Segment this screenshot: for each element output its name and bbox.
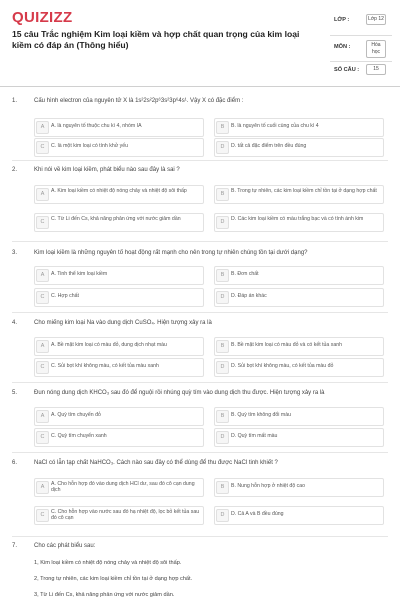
option-letter: C — [36, 361, 49, 374]
option-b[interactable] — [214, 478, 384, 497]
option-b[interactable] — [214, 337, 384, 356]
option-c[interactable] — [34, 138, 204, 157]
option-letter: C — [36, 216, 49, 229]
option-text: C. Cho hỗn hợp vào nước sau đó hạ nhiệt độ, lọc bỏ kết tủa sau đó cô cạn — [51, 509, 200, 522]
grade-label: LỚP : — [334, 17, 350, 23]
option-letter: D — [216, 431, 229, 444]
statement: 3, Từ Li đến Cs, khả năng phản ứng với nước giảm dần. — [34, 592, 175, 598]
option-c[interactable] — [34, 506, 204, 525]
option-text: C. là một kim loại có tính khử yếu — [51, 143, 128, 149]
option-b[interactable] — [214, 407, 384, 426]
option-text: B. Bề mặt kim loại có màu đỏ và có kết tủa xanh — [231, 342, 343, 348]
question-text: Khi nói về kim loại kiềm, phát biểu nào sau đây là sai ? — [34, 167, 180, 173]
option-b[interactable] — [214, 266, 384, 285]
option-letter: C — [36, 509, 49, 522]
option-text: C. Quỳ tím chuyển xanh — [51, 433, 107, 439]
question-divider — [12, 241, 388, 242]
subject-value: Hóa học — [366, 40, 386, 58]
option-a[interactable] — [34, 185, 204, 204]
option-c[interactable] — [34, 428, 204, 447]
option-text: A. Tinh thể kim loại kiềm — [51, 271, 108, 277]
option-c[interactable] — [34, 358, 204, 377]
question-text: NaCl có lẫn tạp chất NaHCO₃. Cách nào sau đây có thể dùng để thu được NaCl tinh khiết ? — [34, 460, 278, 466]
statement: 2, Trong tự nhiên, các kim loại kiềm chỉ tồn tại ở dạng hợp chất. — [34, 576, 193, 582]
count-value: 15 — [366, 64, 386, 75]
option-letter: D — [216, 291, 229, 304]
question-number: 4. — [12, 320, 18, 326]
option-c[interactable] — [34, 288, 204, 307]
option-letter: A — [36, 481, 49, 494]
worksheet-header — [0, 0, 400, 87]
option-text: D. tất cả đặc điểm trên đều đúng — [231, 143, 307, 149]
option-letter: A — [36, 410, 49, 423]
option-text: B. Nung hỗn hợp ở nhiệt độ cao — [231, 483, 306, 489]
option-text: D. Quỳ tím mất màu — [231, 433, 278, 439]
option-c[interactable] — [34, 213, 204, 232]
option-text: C. Sủi bọt khí không màu, có kết tủa màu xanh — [51, 363, 159, 369]
question-text: Cho các phát biểu sau: — [34, 543, 96, 549]
grade-value: Lớp 12 — [366, 14, 386, 25]
option-b[interactable] — [214, 185, 384, 204]
option-letter: C — [36, 291, 49, 304]
option-text: B. Trong tự nhiên, các kim loại kiềm chỉ tồn tại ở dạng hợp chất — [231, 188, 377, 194]
option-letter: C — [36, 431, 49, 444]
option-text: D. Đáp án khác — [231, 293, 267, 299]
option-letter: D — [216, 216, 229, 229]
option-text: C. Hợp chất — [51, 293, 79, 299]
option-text: D. Các kim loại kiềm có màu trắng bạc và có tính ánh kim — [231, 216, 364, 222]
statement: 1, Kim loại kiềm có nhiệt độ nóng chảy và nhiệt độ sôi thấp. — [34, 560, 182, 566]
question-divider — [12, 382, 388, 383]
option-letter: D — [216, 361, 229, 374]
option-text: D. Cả A và B đều đúng — [231, 511, 284, 517]
option-text: B. là nguyên tố cuối cùng của chu kì 4 — [231, 123, 319, 129]
question-text: Kim loại kiềm là những nguyên tố hoạt động rất mạnh cho nên trong tự nhiên chúng tồn tại dưới dạng? — [34, 250, 308, 256]
option-text: D. Sủi bọt khí không màu, có kết tủa màu đỏ — [231, 363, 334, 369]
option-d[interactable] — [214, 288, 384, 307]
question-number: 3. — [12, 250, 18, 256]
option-text: A. Kim loại kiềm có nhiệt độ nóng chảy và nhiệt độ sôi thấp — [51, 188, 187, 194]
option-text: A. Cho hỗn hợp đó vào dung dịch HCl dư, sau đó cô cạn dung dịch — [51, 481, 195, 494]
option-letter: A — [36, 121, 49, 134]
question-number: 7. — [12, 543, 18, 549]
question-number: 1. — [12, 98, 18, 104]
question-text: Cấu hình electron của nguyên tử X là 1s²2s²2p⁶3s²3p⁶4s¹. Vậy X có đặc điểm : — [34, 98, 244, 104]
option-b[interactable] — [214, 118, 384, 137]
option-text: A. Bề mặt kim loại có màu đỏ, dung dịch nhạt màu — [51, 342, 167, 348]
question-divider — [12, 160, 388, 161]
option-letter: D — [216, 141, 229, 154]
option-a[interactable] — [34, 337, 204, 356]
subject-label: MÔN : — [334, 44, 351, 50]
option-letter: B — [216, 269, 229, 282]
option-a[interactable] — [34, 478, 204, 497]
option-text: A. là nguyên tố thuộc chu kì 4, nhóm IA — [51, 123, 142, 129]
option-d[interactable] — [214, 213, 384, 232]
option-letter: A — [36, 269, 49, 282]
option-letter: A — [36, 340, 49, 353]
question-divider — [12, 312, 388, 313]
quizizz-logo: QUIZIZZ — [12, 9, 73, 26]
option-letter: B — [216, 410, 229, 423]
option-letter: B — [216, 121, 229, 134]
option-a[interactable] — [34, 266, 204, 285]
option-d[interactable] — [214, 358, 384, 377]
worksheet-title: 15 câu Trắc nghiệm Kim loại kiềm và hợp chất quan trọng của kim loại kiềm có đáp án (Thông hiểu) — [12, 29, 300, 50]
option-text: C. Từ Li đến Cs, khả năng phản ứng với nước giảm dần — [51, 216, 181, 222]
question-divider — [12, 536, 388, 537]
question-number: 6. — [12, 460, 18, 466]
option-text: B. Quỳ tím không đổi màu — [231, 412, 291, 418]
meta-divider — [330, 35, 392, 36]
option-letter: B — [216, 481, 229, 494]
question-number: 2. — [12, 167, 18, 173]
option-letter: D — [216, 509, 229, 522]
count-label: SỐ CÂU : — [334, 67, 360, 73]
option-letter: A — [36, 188, 49, 201]
question-text: Đun nóng dung dịch KHCO₃ sau đó để nguội rồi nhúng quỳ tím vào dung dịch thu được. Hiện tượng xảy ra là — [34, 390, 325, 396]
option-d[interactable] — [214, 428, 384, 447]
question-number: 5. — [12, 390, 18, 396]
question-divider — [12, 452, 388, 453]
option-text: A. Quỳ tím chuyển đỏ — [51, 412, 101, 418]
option-a[interactable] — [34, 407, 204, 426]
option-a[interactable] — [34, 118, 204, 137]
option-text: B. Đơn chất — [231, 271, 259, 277]
option-letter: B — [216, 188, 229, 201]
option-letter: B — [216, 340, 229, 353]
option-d[interactable] — [214, 138, 384, 157]
option-d[interactable] — [214, 506, 384, 525]
question-text: Cho miếng kim loại Na vào dung dịch CuSO₄. Hiện tượng xảy ra là — [34, 320, 212, 326]
option-letter: C — [36, 141, 49, 154]
meta-divider — [330, 61, 392, 62]
